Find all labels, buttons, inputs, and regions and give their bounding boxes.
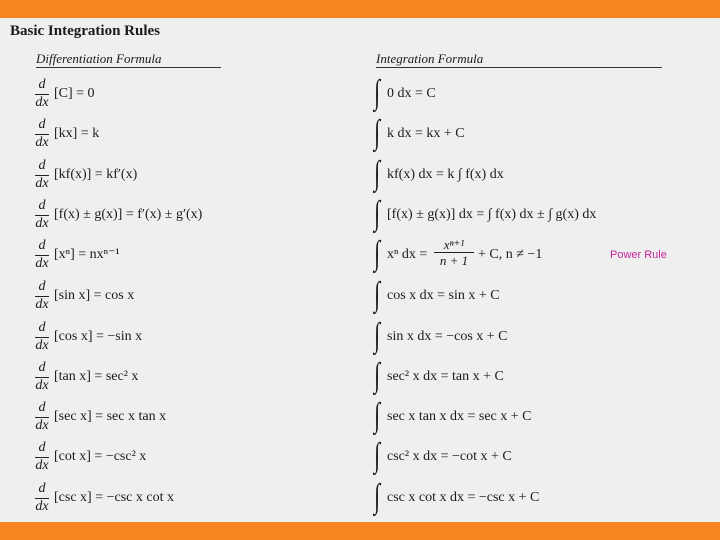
slide — [0, 18, 720, 522]
integral-sign: ∫ — [374, 357, 381, 394]
d-numerator: d — [38, 238, 46, 253]
dx-denominator: dx — [35, 256, 49, 271]
integral-sign: ∫ — [374, 195, 381, 232]
integral-sign: ∫ — [374, 155, 381, 192]
derivative-operator — [34, 117, 50, 152]
integral-sign: ∫ — [374, 317, 381, 354]
derivative-operator — [34, 360, 50, 395]
integration-formula: sin x dx = −cos x + C — [387, 329, 508, 344]
derivative-operator — [34, 198, 50, 233]
integral-sign: ∫ — [374, 397, 381, 434]
integration-header-rule — [376, 67, 662, 68]
differentiation-header-rule — [36, 67, 221, 68]
integration-formula: sec x tan x dx = sec x + C — [387, 409, 532, 424]
integration-formula-lhs: xⁿ dx = — [387, 247, 428, 262]
integration-formula: 0 dx = C — [387, 86, 436, 101]
integral-sign: ∫ — [374, 114, 381, 151]
d-numerator: d — [38, 481, 46, 496]
diff-formula: [kx] = k — [54, 126, 100, 141]
integration-formula: k dx = kx + C — [387, 126, 465, 141]
derivative-operator — [34, 77, 50, 112]
dx-denominator: dx — [35, 95, 49, 110]
integration-formula: cos x dx = sin x + C — [387, 288, 500, 303]
d-numerator: d — [38, 440, 46, 455]
dx-denominator: dx — [35, 297, 49, 312]
dx-denominator: dx — [35, 216, 49, 231]
diff-formula: [f(x) ± g(x)] = f′(x) ± g′(x) — [54, 207, 203, 222]
power-rule-numerator: xⁿ⁺¹ — [443, 237, 465, 252]
integration-formula: [f(x) ± g(x)] dx = ∫ f(x) dx ± ∫ g(x) dx — [387, 207, 597, 222]
diff-formula: [csc x] = −csc x cot x — [54, 490, 174, 505]
page-title: Basic Integration Rules — [10, 23, 160, 39]
integration-formula: kf(x) dx = k ∫ f(x) dx — [387, 167, 504, 182]
dx-denominator: dx — [35, 378, 49, 393]
integral-sign: ∫ — [374, 74, 381, 111]
integral-sign: ∫ — [374, 437, 381, 474]
integral-sign: ∫ — [374, 235, 381, 272]
integration-formula: csc x cot x dx = −csc x + C — [387, 490, 540, 505]
d-numerator: d — [38, 117, 46, 132]
derivative-operator — [34, 238, 50, 273]
diff-formula: [C] = 0 — [54, 86, 95, 101]
d-numerator: d — [38, 400, 46, 415]
diff-formula: [xⁿ] = nxⁿ⁻¹ — [54, 247, 120, 262]
diff-formula: [cos x] = −sin x — [54, 329, 143, 344]
diff-formula: [tan x] = sec² x — [54, 369, 139, 384]
dx-denominator: dx — [35, 499, 49, 514]
dx-denominator: dx — [35, 418, 49, 433]
derivative-operator — [34, 279, 50, 314]
diff-formula: [cot x] = −csc² x — [54, 449, 147, 464]
dx-denominator: dx — [35, 458, 49, 473]
derivative-operator — [34, 158, 50, 193]
power-rule-fraction — [434, 237, 474, 268]
d-numerator: d — [38, 158, 46, 173]
dx-denominator: dx — [35, 176, 49, 191]
dx-denominator: dx — [35, 135, 49, 150]
diff-formula: [sec x] = sec x tan x — [54, 409, 167, 424]
d-numerator: d — [38, 198, 46, 213]
derivative-operator — [34, 481, 50, 516]
derivative-operator — [34, 440, 50, 475]
dx-denominator: dx — [35, 338, 49, 353]
integral-sign: ∫ — [374, 276, 381, 313]
d-numerator: d — [38, 77, 46, 92]
integration-header: Integration Formula — [376, 51, 484, 66]
derivative-operator — [34, 400, 50, 435]
integration-formula: sec² x dx = tan x + C — [387, 369, 504, 384]
diff-formula: [sin x] = cos x — [54, 288, 135, 303]
power-rule-label: Power Rule — [610, 249, 667, 261]
d-numerator: d — [38, 360, 46, 375]
d-numerator: d — [38, 320, 46, 335]
integration-formula: csc² x dx = −cot x + C — [387, 449, 512, 464]
derivative-operator — [34, 320, 50, 355]
d-numerator: d — [38, 279, 46, 294]
differentiation-header: Differentiation Formula — [36, 51, 162, 66]
power-rule-denominator: n + 1 — [439, 253, 469, 268]
integration-formula-rhs: + C, n ≠ −1 — [478, 247, 543, 262]
integral-sign: ∫ — [374, 478, 381, 515]
diff-formula: [kf(x)] = kf′(x) — [54, 167, 138, 182]
